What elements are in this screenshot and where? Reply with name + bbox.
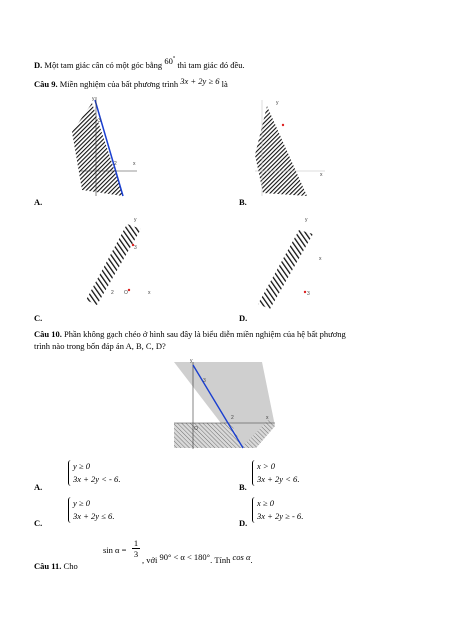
q9-option-d[interactable]: D. (239, 313, 248, 323)
graph-a-two: 2 (114, 161, 117, 167)
q10-option-d-system: x ≥ 0 3x + 2y ≥ - 6. (257, 498, 304, 521)
q10-option-a-system: y ≥ 0 3x + 2y < - 6. (73, 461, 121, 484)
graph-b-x-label: x (320, 172, 323, 178)
q9-option-c[interactable]: C. (34, 313, 43, 323)
q10-option-c-system: y ≥ 0 3x + 2y ≤ 6. (73, 498, 115, 521)
graph-a-x-label: x (133, 161, 136, 167)
question-9-label: Câu 9. (34, 79, 58, 89)
graph-10-three: 3 (203, 378, 206, 384)
graph-d-three: 3 (307, 291, 310, 297)
graph-b-y-label: y (276, 100, 279, 106)
option-d-label: D. (34, 59, 43, 70)
graph-c-x-label: x (148, 290, 151, 296)
question-10-line2: trình nào trong bốn đáp án A, B, C, D? (34, 341, 166, 351)
option-d-text1: Một tam giác cân có một góc bằng (42, 59, 163, 70)
graph-c-y-label: y (134, 217, 137, 223)
option-d-angle: 60° (164, 55, 176, 66)
question-9-inequality: 3x + 2y ≥ 6 (180, 76, 220, 86)
graph-10-origin: O (194, 426, 198, 432)
question-11-tail: , với 90° < α < 180°. Tính cos α. (142, 552, 253, 565)
q10-option-b-system: x > 0 3x + 2y < 6. (257, 461, 300, 484)
graph-d-x-label: x (319, 256, 322, 262)
graph-d-y-label: y (305, 217, 308, 223)
question-10-line1: Phần không gạch chéo ở hình sau đây là biểu diễn miền nghiệm của hệ bất phương (61, 329, 346, 339)
question-11-fraction: 1 3 (133, 538, 139, 559)
question-11 (34, 561, 78, 572)
q10-option-a-label: A. (34, 482, 43, 492)
question-10-label: Câu 10. (34, 329, 62, 339)
q9-option-b[interactable]: B. (239, 197, 247, 207)
q10-option-d-label: D. (239, 518, 248, 528)
option-d-text2: thì tam giác đó đều. (177, 59, 245, 70)
graph-10-x-label: x (266, 415, 269, 421)
graph-10-two: 2 (231, 415, 234, 421)
graph-c-origin: O (124, 290, 128, 296)
question-9-suffix: là (221, 79, 228, 89)
graph-a-y-label: y (92, 96, 95, 102)
q10-option-b-label: B. (239, 482, 247, 492)
graph-a-three: 3 (98, 118, 101, 124)
graph-c-three: 3 (134, 245, 137, 251)
question-11-sin: sin α = (103, 545, 127, 555)
question-11-label: Câu 11. (34, 561, 62, 571)
graph-c-two: 2 (111, 290, 114, 296)
question-11-text: Cho (61, 561, 78, 571)
question-9-text: Miền nghiệm của bất phương trình (57, 79, 179, 89)
q10-option-c-label: C. (34, 518, 43, 528)
graph-10-y-label: y (190, 358, 193, 364)
q9-option-a[interactable]: A. (34, 197, 43, 207)
